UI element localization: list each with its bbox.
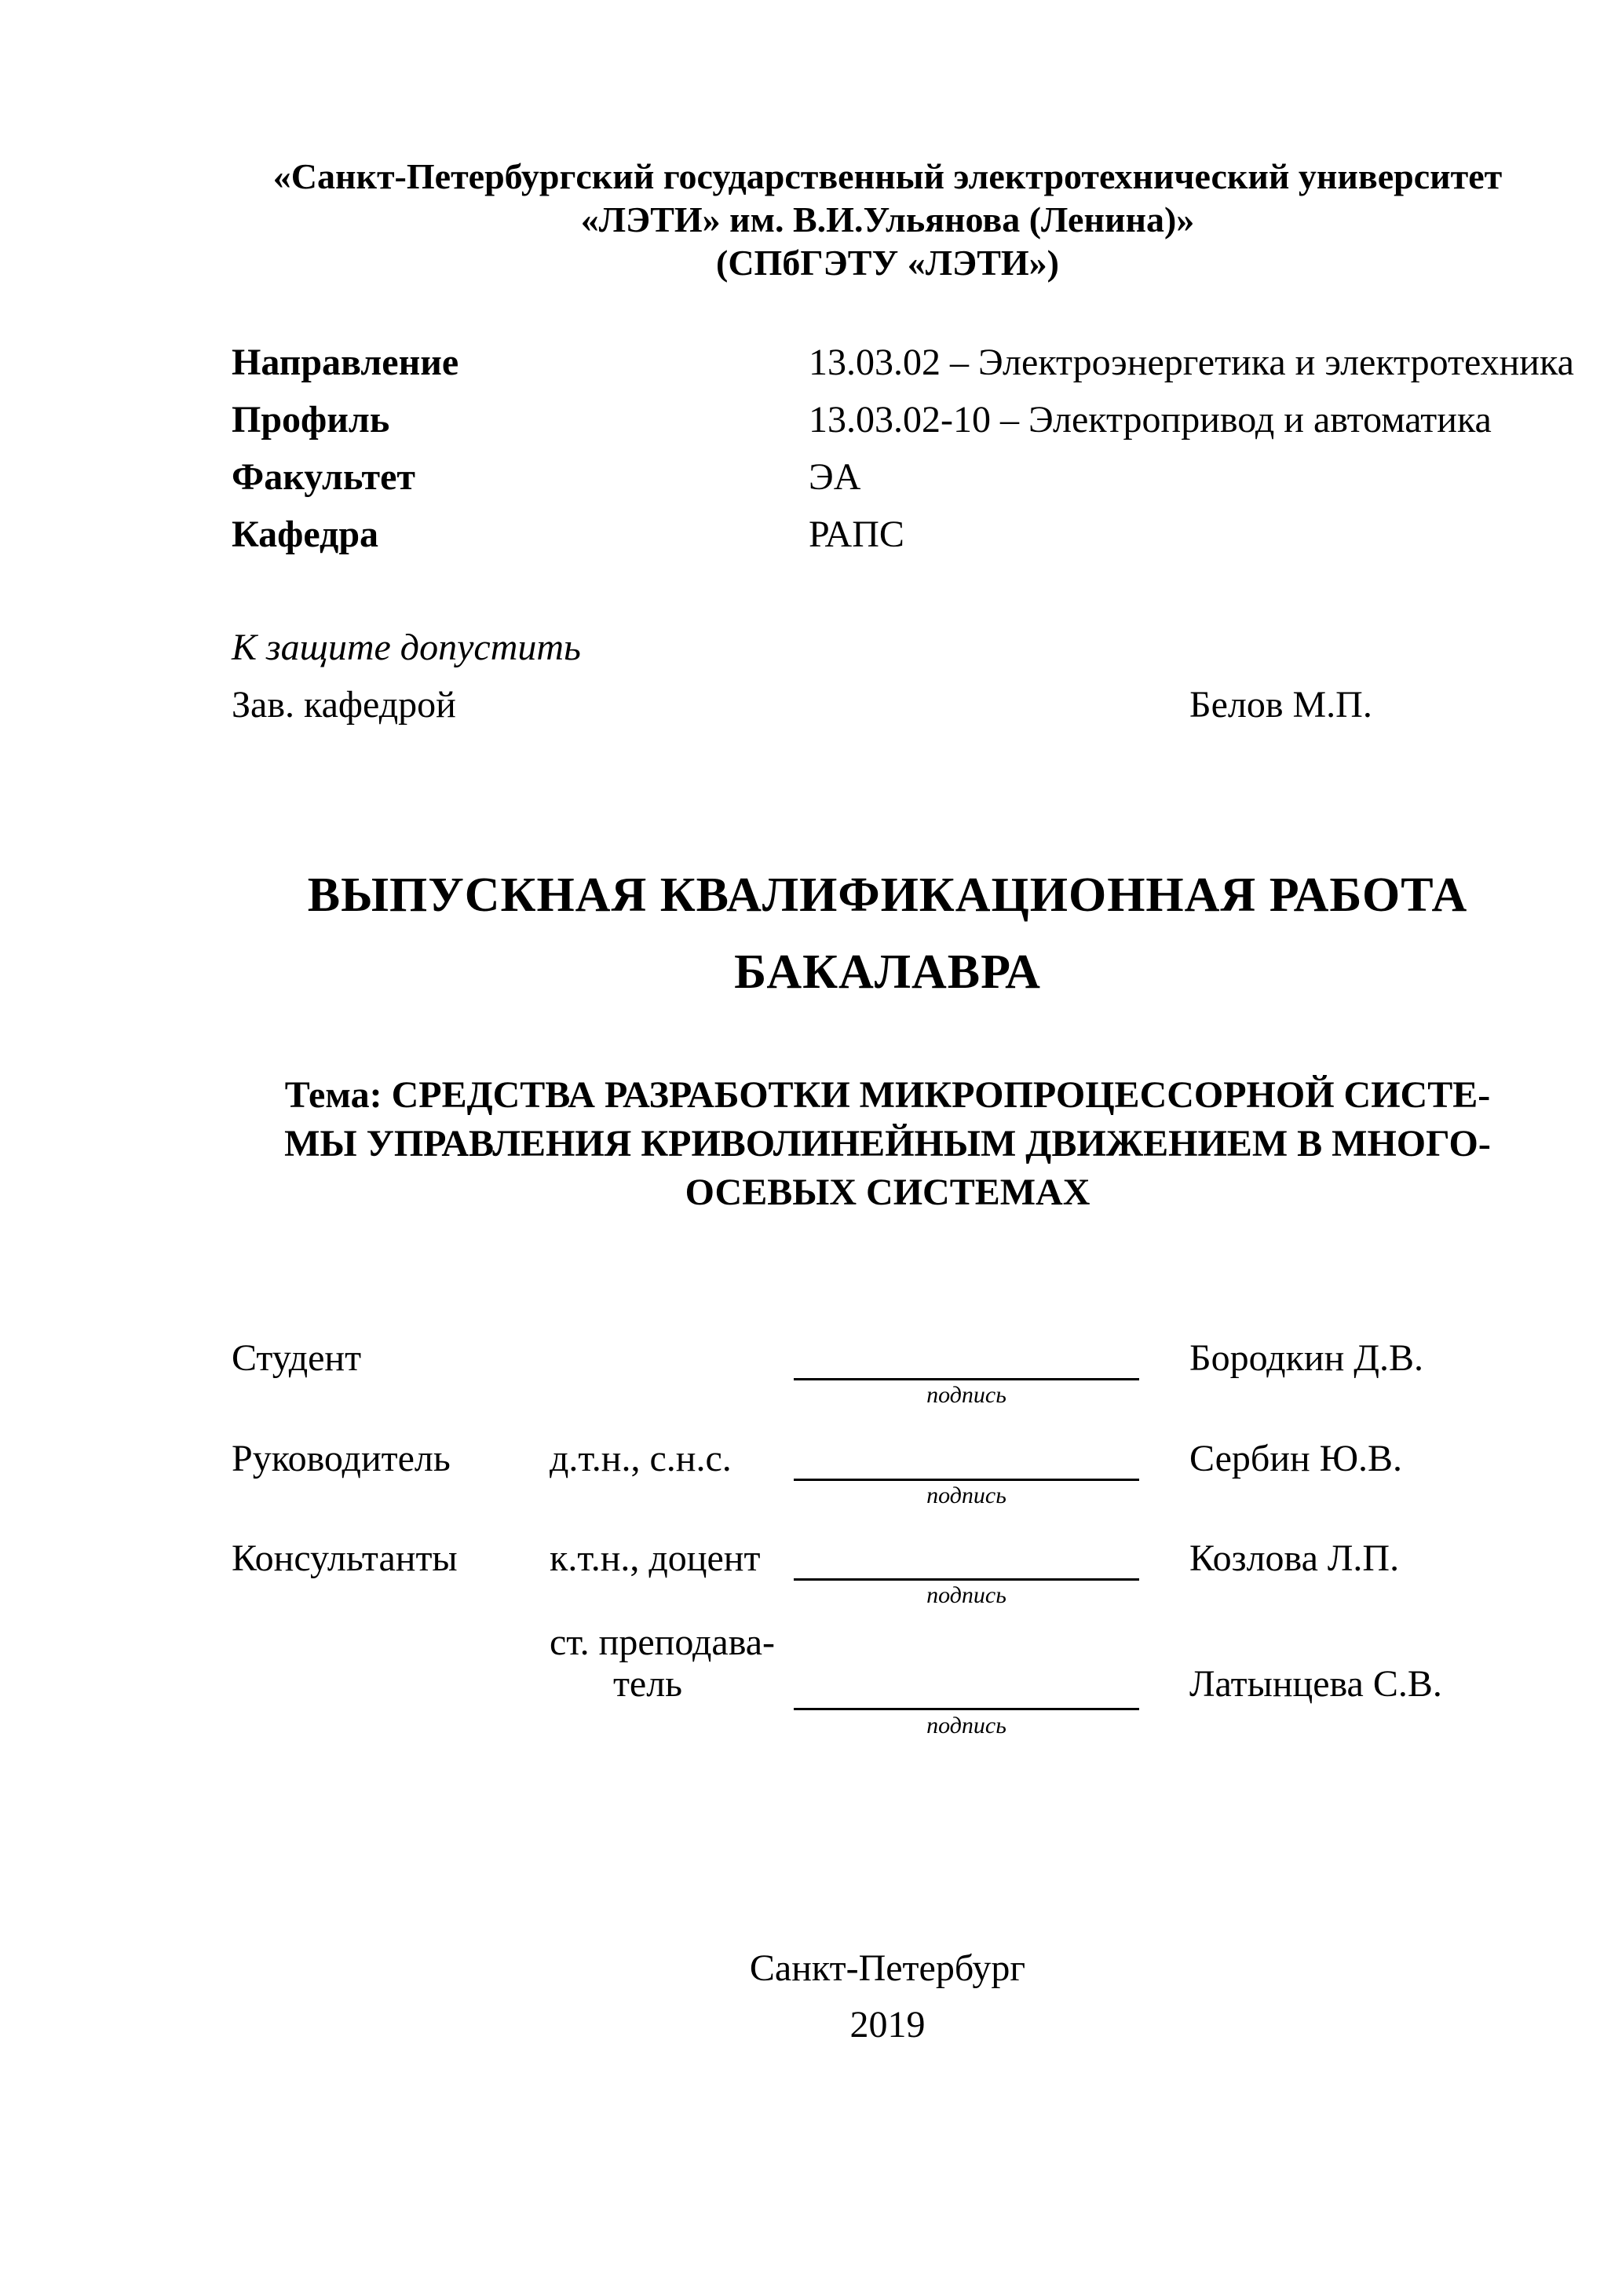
university-name-line: «Санкт-Петербургский государственный электротехнический университет — [272, 156, 1503, 196]
signature-caption: подпись — [926, 1582, 1006, 1608]
university-header — [232, 155, 1543, 284]
theme-line-1: Тема: СРЕДСТВА РАЗРАБОТКИ МИКРОПРОЦЕССОРНОЙ СИСТЕ- — [284, 1074, 1491, 1116]
field-row-profile — [232, 391, 1543, 448]
field-row-direction — [232, 334, 1574, 391]
signature-line — [794, 1578, 1139, 1581]
signature-line — [794, 1378, 1139, 1380]
theme-line-3: ОСЕВЫХ СИСТЕМАХ — [685, 1172, 1090, 1213]
university-abbreviation: (СПбГЭТУ «ЛЭТИ») — [716, 243, 1059, 283]
field-label-profile: Профиль — [232, 399, 390, 441]
head-of-department-label: Зав. кафедрой — [232, 684, 456, 726]
degree-label-consultant-2 — [550, 1621, 776, 1705]
field-label-department: Кафедра — [232, 514, 379, 555]
degree-line-2: тель — [612, 1663, 683, 1705]
degree-label-supervisor: д.т.н., с.н.с. — [550, 1438, 732, 1479]
head-of-department-name: Белов М.П. — [1189, 684, 1372, 726]
theme-line-2: МЫ УПРАВЛЕНИЯ КРИВОЛИНЕЙНЫМ ДВИЖЕНИЕМ В МНОГО- — [284, 1123, 1491, 1164]
field-label-faculty: Факультет — [232, 456, 415, 498]
footer-city: Санкт-Петербург — [749, 1947, 1026, 1989]
signature-caption: подпись — [926, 1713, 1006, 1738]
work-theme — [232, 1071, 1543, 1217]
signature-caption: подпись — [926, 1483, 1006, 1508]
field-label-direction: Направление — [232, 342, 459, 383]
role-label-student: Студент — [232, 1337, 362, 1379]
signer-name-supervisor: Сербин Ю.В. — [1189, 1438, 1403, 1479]
signature-line — [794, 1708, 1139, 1710]
role-label-consultants: Консультанты — [232, 1537, 458, 1579]
field-value-faculty: ЭА — [809, 456, 861, 498]
degree-line-1: ст. преподава- — [550, 1621, 776, 1663]
field-row-faculty — [232, 448, 1543, 506]
signer-name-consultant-2: Латынцева С.В. — [1189, 1663, 1442, 1705]
program-fields — [232, 334, 1574, 563]
admission-phrase: К защите допустить — [232, 627, 581, 668]
role-label-supervisor: Руководитель — [232, 1438, 451, 1479]
footer-year: 2019 — [849, 2004, 926, 2046]
signature-line — [794, 1479, 1139, 1481]
signer-name-student: Бородкин Д.В. — [1189, 1337, 1424, 1379]
signer-name-consultant-1: Козлова Л.П. — [1189, 1537, 1400, 1579]
work-title-line-1: ВЫПУСКНАЯ КВАЛИФИКАЦИОННАЯ РАБОТА — [307, 868, 1468, 922]
field-value-profile: 13.03.02-10 – Электропривод и автоматика — [809, 399, 1492, 441]
field-row-department — [232, 506, 1543, 563]
university-name-line: «ЛЭТИ» им. В.И.Ульянова (Ленина)» — [580, 199, 1195, 239]
field-value-direction: 13.03.02 – Электроэнергетика и электротехника — [809, 342, 1574, 383]
field-value-department: РАПС — [809, 514, 904, 555]
admission-row — [232, 682, 1543, 729]
work-title — [232, 857, 1543, 1011]
work-title-line-2: БАКАЛАВРА — [734, 945, 1041, 999]
degree-label-consultant-1: к.т.н., доцент — [550, 1537, 761, 1579]
signature-caption: подпись — [926, 1382, 1006, 1408]
